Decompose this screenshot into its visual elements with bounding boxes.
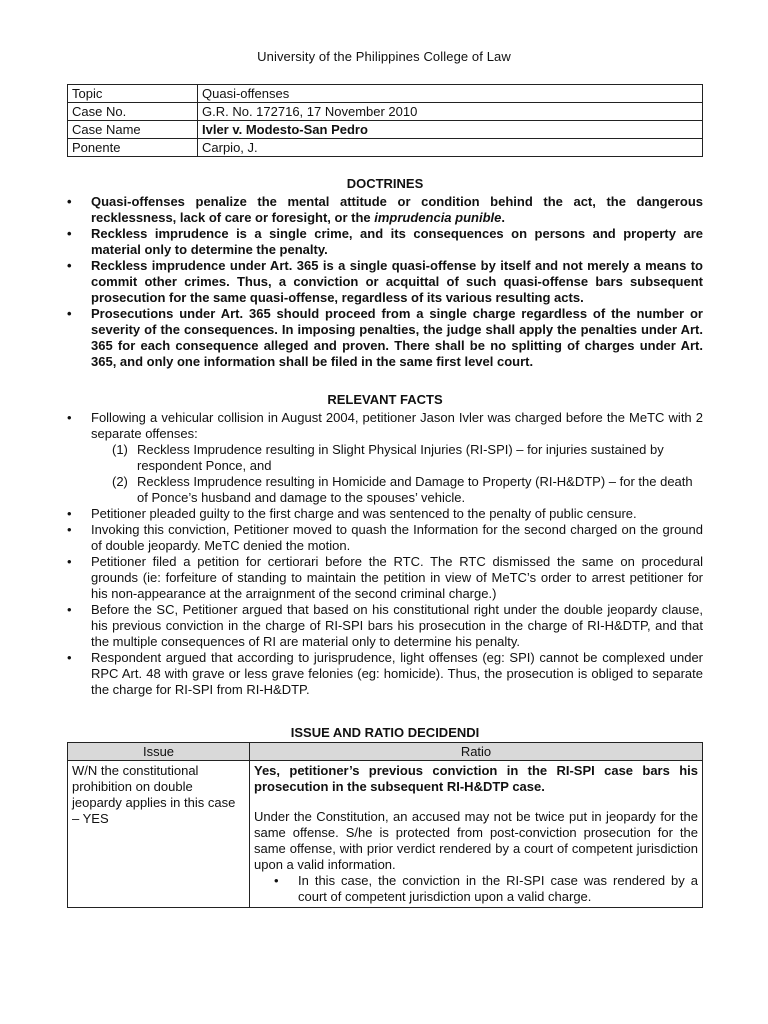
ratio-heading: Yes, petitioner’s previous conviction in the RI-SPI case bars his prosecution in the subsequent RI-H&DTP case. bbox=[254, 763, 698, 794]
case-info-label: Topic bbox=[68, 85, 198, 103]
fact-sub-text: Reckless Imprudence resulting in Slight Physical Injuries (RI-SPI) – for injuries sustained by respondent Ponce, and bbox=[137, 442, 664, 473]
fact-item: • Petitioner pleaded guilty to the first charge and was sentenced to the penalty of public censure. bbox=[67, 506, 703, 522]
fact-sub-list bbox=[91, 442, 703, 506]
doctrines-list bbox=[67, 194, 703, 370]
ratio-bullet: • In this case, the conviction in the RI-SPI case was rendered by a court of competent jurisdiction upon a valid charge. bbox=[254, 873, 698, 905]
issue-ratio-header-row bbox=[68, 743, 703, 761]
doctrine-emphasis: imprudencia punible bbox=[374, 210, 502, 225]
facts-heading: RELEVANT FACTS bbox=[327, 392, 443, 407]
fact-item: • Invoking this conviction, Petitioner moved to quash the Information for the second charged on the ground of double jeopardy. MeTC denied the motion. bbox=[67, 522, 703, 554]
fact-item bbox=[67, 410, 703, 506]
fact-sub-item bbox=[91, 442, 703, 474]
issue-column-header: Issue bbox=[68, 743, 250, 761]
ratio-paragraph: Under the Constitution, an accused may not be twice put in jeopardy for the same offense. S/he is protected from post-conviction prosecution for the same offense, with prior verdict rendered by a court of competent jurisdiction upon a valid information. bbox=[254, 809, 698, 872]
ratio-cell bbox=[250, 761, 703, 908]
case-info-row-topic bbox=[68, 85, 703, 103]
document-header: University of the Philippines College of Law bbox=[257, 49, 511, 64]
fact-text: Following a vehicular collision in August 2004, petitioner Jason Ivler was charged before the MeTC with 2 separate offenses: bbox=[91, 410, 703, 441]
doctrine-item: • Prosecutions under Art. 365 should proceed from a single charge regardless of the number or severity of the consequences. In imposing penalties, the judge shall apply the penalties under Art. 365 for each consequence alleged and proven. There shall be no splitting of charges under Art. 365, and only one information shall be filed in the same first level court. bbox=[67, 306, 703, 370]
fact-sub-number: (2) bbox=[112, 474, 128, 489]
doctrine-item bbox=[67, 194, 703, 226]
ratio-bullet-list bbox=[254, 873, 698, 905]
fact-item: • Petitioner filed a petition for certiorari before the RTC. The RTC dismissed the same on procedural grounds (ie: forfeiture of standing to maintain the petition in view of MeTC’s order to arrest petitioner for his non-appearance at the arraignment of the second criminal charge.) bbox=[67, 554, 703, 602]
case-info-value: Quasi-offenses bbox=[198, 85, 703, 103]
ratio-column-header: Ratio bbox=[250, 743, 703, 761]
fact-sub-item bbox=[91, 474, 703, 506]
doctrine-item: • Reckless imprudence is a single crime, and its consequences on persons and property are material only to determine the penalty. bbox=[67, 226, 703, 258]
case-info-label: Ponente bbox=[68, 139, 198, 157]
issue-ratio-row bbox=[68, 761, 703, 908]
case-info-row-ponente bbox=[68, 139, 703, 157]
fact-item: • Before the SC, Petitioner argued that based on his constitutional right under the double jeopardy clause, his previous conviction in the charge of RI-SPI bars his prosecution in the charge of RI-H&DTP, and that the multiple consequences of RI are material only to determine his penalty. bbox=[67, 602, 703, 650]
issue-ratio-heading: ISSUE AND RATIO DECIDENDI bbox=[290, 725, 480, 740]
doctrines-heading: DOCTRINES bbox=[346, 176, 424, 191]
case-info-row-case-no bbox=[68, 103, 703, 121]
case-info-value: G.R. No. 172716, 17 November 2010 bbox=[198, 103, 703, 121]
case-info-table bbox=[67, 84, 703, 157]
issue-ratio-table bbox=[67, 742, 703, 908]
fact-item: • Respondent argued that according to jurisprudence, light offenses (eg: SPI) cannot be complexed under RPC Art. 48 with grave or less grave felonies (eg: homicide). Thus, the prosecution is obliged to separate the charge for RI-SPI from RI-H&DTP. bbox=[67, 650, 703, 698]
doctrine-tail: . bbox=[501, 210, 505, 225]
case-info-label: Case No. bbox=[68, 103, 198, 121]
case-info-label: Case Name bbox=[68, 121, 198, 139]
fact-sub-number: (1) bbox=[112, 442, 128, 457]
issue-cell: W/N the constitutional prohibition on double jeopardy applies in this case – YES bbox=[68, 761, 250, 908]
doctrine-text: Quasi-offenses penalize the mental attitude or condition behind the act, the dangerous recklessness, lack of care or foresight, or the bbox=[91, 194, 703, 225]
facts-list bbox=[67, 410, 703, 698]
case-info-row-case-name bbox=[68, 121, 703, 139]
case-info-value: Ivler v. Modesto-San Pedro bbox=[198, 121, 703, 139]
doctrine-item: • Reckless imprudence under Art. 365 is a single quasi-offense by itself and not merely a means to commit other crimes. Thus, a conviction or acquittal of such quasi-offense bars subsequent prosecution for the same quasi-offense, regardless of its various resulting acts. bbox=[67, 258, 703, 306]
case-info-value: Carpio, J. bbox=[198, 139, 703, 157]
fact-sub-text: Reckless Imprudence resulting in Homicide and Damage to Property (RI-H&DTP) – for the death of Ponce’s husband and damage to the spouses’ vehicle. bbox=[137, 474, 693, 505]
